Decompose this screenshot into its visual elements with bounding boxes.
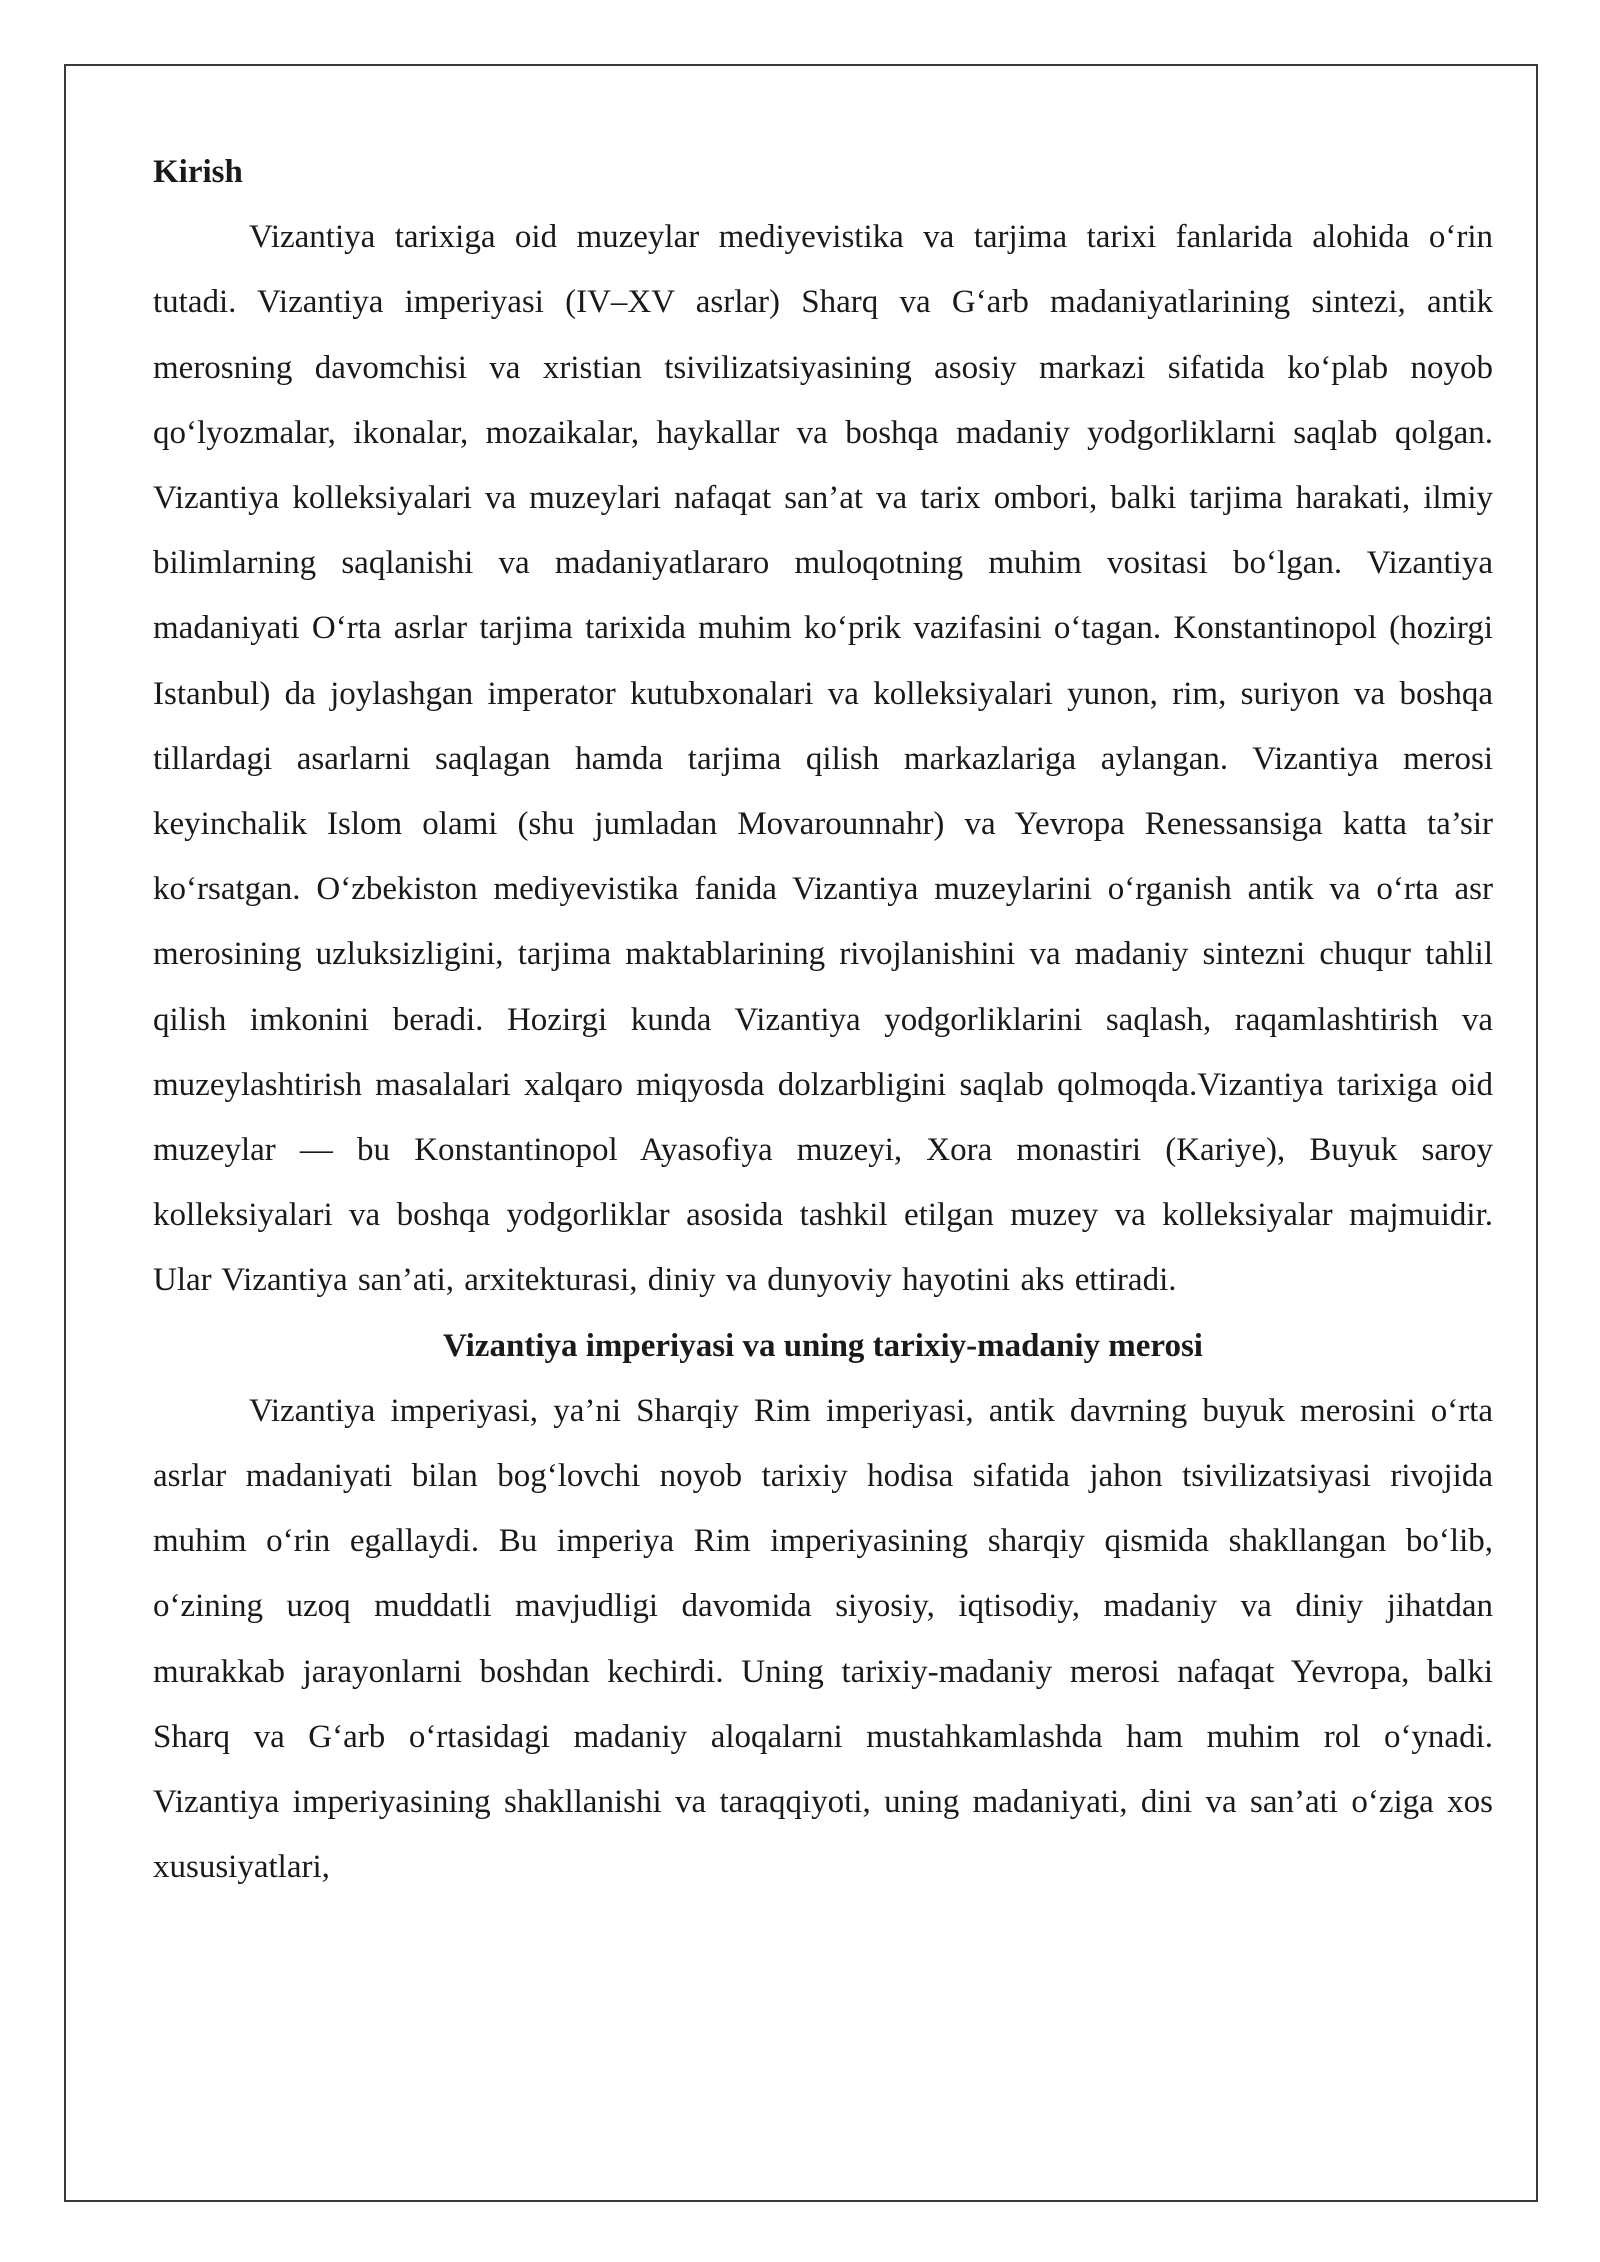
document-body	[153, 140, 1493, 1900]
intro-paragraph: Vizantiya tarixiga oid muzeylar mediyevistika va tarjima tarixi fanlarida alohida o‘rin tutadi. Vizantiya imperiyasi (IV–XV asrlar) Sharq va G‘arb madaniyatlarining sintezi, antik merosning davomchisi va xristian tsivilizatsiyasining asosiy markazi sifatida ko‘plab noyob qo‘lyozmalar, ikonalar, mozaikalar, haykallar va boshqa madaniy yodgorliklarni saqlab qolgan. Vizantiya kolleksiyalari va muzeylari nafaqat san’at va tarix ombori, balki tarjima harakati, ilmiy bilimlarning saqlanishi va madaniyatlararo muloqotning muhim vositasi bo‘lgan. Vizantiya madaniyati O‘rta asrlar tarjima tarixida muhim ko‘prik vazifasini o‘tagan. Konstantinopol (hozirgi Istanbul) da joylashgan imperator kutubxonalari va kolleksiyalari yunon, rim, suriyon va boshqa tillardagi asarlarni saqlagan hamda tarjima qilish markazlariga aylangan. Vizantiya merosi keyinchalik Islom olami (shu jumladan Movarounnahr) va Yevropa Renessansiga katta ta’sir ko‘rsatgan. O‘zbekiston mediyevistika fanida Vizantiya muzeylarini o‘rganish antik va o‘rta asr merosining uzluksizligini, tarjima maktablarining rivojlanishini va madaniy sintezni chuqur tahlil qilish imkonini beradi. Hozirgi kunda Vizantiya yodgorliklarini saqlash, raqamlashtirish va muzeylashtirish masalalari xalqaro miqyosda dolzarbligini saqlab qolmoqda.Vizantiya tarixiga oid muzeylar — bu Konstantinopol Ayasofiya muzeyi, Xora monastiri (Kariye), Buyuk saroy kolleksiyalari va boshqa yodgorliklar asosida tashkil etilgan muzey va kolleksiyalar majmuidir. Ular Vizantiya san’ati, arxitekturasi, diniy va dunyoviy hayotini aks ettiradi.	[153, 219, 1493, 1299]
section-heading-empire: Vizantiya imperiyasi va uning tarixiy-madaniy merosi	[443, 1327, 1203, 1364]
empire-paragraph: Vizantiya imperiyasi, ya’ni Sharqiy Rim imperiyasi, antik davrning buyuk merosini o‘rta asrlar madaniyati bilan bog‘lovchi noyob tarixiy hodisa sifatida jahon tsivilizatsiyasi rivojida muhim o‘rin egallaydi. Bu imperiya Rim imperiyasining sharqiy qismida shakllangan bo‘lib, o‘zining uzoq muddatli mavjudligi davomida siyosiy, iqtisodiy, madaniy va diniy jihatdan murakkab jarayonlarni boshdan kechirdi. Uning tarixiy-madaniy merosi nafaqat Yevropa, balki Sharq va G‘arb o‘rtasidagi madaniy aloqalarni mustahkamlashda ham muhim rol o‘ynadi. Vizantiya imperiyasining shakllanishi va taraqqiyoti, uning madaniyati, dini va san’ati o‘ziga xos xususiyatlari,	[153, 1392, 1493, 1886]
section-heading-intro: Kirish	[153, 154, 243, 190]
